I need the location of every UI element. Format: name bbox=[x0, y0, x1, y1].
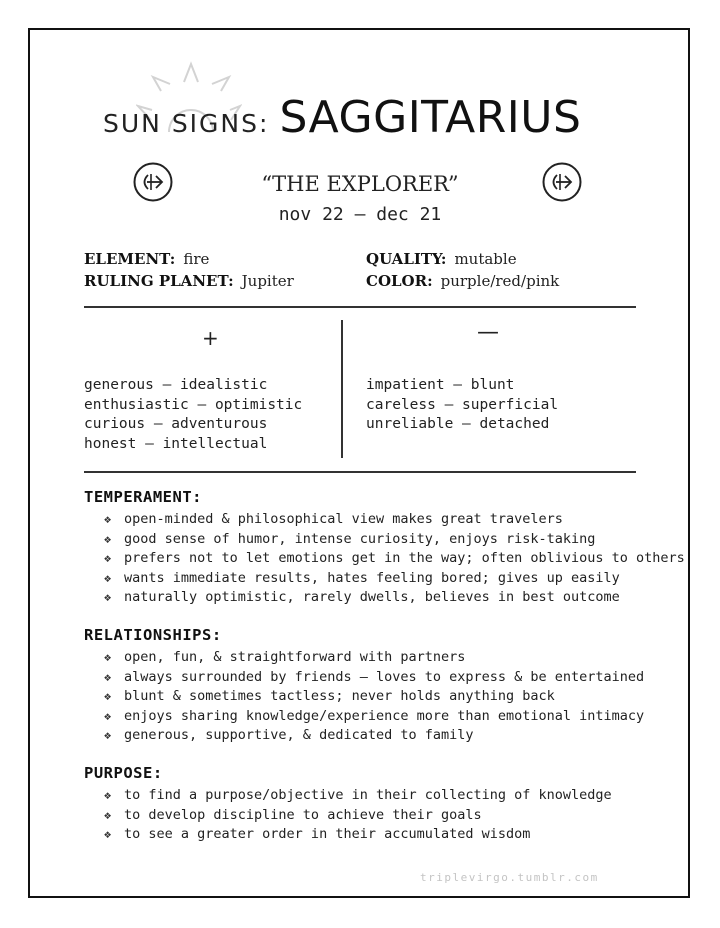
diamond-bullet-icon: ❖ bbox=[104, 807, 112, 822]
relationships-list bbox=[104, 648, 644, 746]
list-item: ❖ naturally optimistic, rarely dwells, believes in best outcome bbox=[104, 588, 685, 608]
divider bbox=[84, 306, 636, 308]
diamond-bullet-icon: ❖ bbox=[104, 650, 112, 664]
diamond-bullet-icon: ❖ bbox=[104, 531, 112, 546]
section-title-purpose: PURPOSE: bbox=[84, 764, 163, 782]
diamond-bullet-icon: ❖ bbox=[104, 728, 112, 742]
traits-column-divider bbox=[341, 320, 343, 458]
list-item: ❖ prefers not to let emotions get in the way; often oblivious to others bbox=[104, 549, 685, 569]
list-item: ❖ good sense of humor, intense curiosity, enjoys risk-taking bbox=[104, 530, 685, 550]
trait-item: enthusiastic – optimistic bbox=[84, 396, 303, 413]
negative-traits-symbol: — bbox=[477, 320, 499, 345]
trait-item: curious – adventurous bbox=[84, 416, 268, 432]
diamond-bullet-icon: ❖ bbox=[104, 708, 112, 723]
title-prefix: SUN SIGNS: bbox=[103, 109, 270, 138]
attribute-label: RULING PLANET: bbox=[84, 272, 234, 290]
diamond-bullet-icon: ❖ bbox=[104, 512, 112, 526]
diamond-bullet-icon: ❖ bbox=[104, 788, 112, 802]
diamond-bullet-icon: ❖ bbox=[104, 827, 112, 841]
negative-traits-list bbox=[366, 376, 558, 435]
attribute-quality bbox=[366, 250, 517, 268]
purpose-list bbox=[104, 786, 612, 845]
divider bbox=[84, 471, 636, 473]
watermark: triplevirgo.tumblr.com bbox=[420, 871, 599, 884]
list-item: ❖ blunt & sometimes tactless; never holds anything back bbox=[104, 687, 644, 707]
section-title-relationships: RELATIONSHIPS: bbox=[84, 626, 222, 644]
trait-item: impatient – blunt bbox=[366, 377, 515, 393]
sign-nickname: “THE EXPLORER” bbox=[261, 172, 459, 196]
attribute-element bbox=[84, 250, 209, 268]
list-item: ❖ to develop discipline to achieve their goals bbox=[104, 806, 612, 826]
section-title-temperament: TEMPERAMENT: bbox=[84, 488, 202, 506]
trait-item: unreliable – detached bbox=[366, 416, 550, 432]
diamond-bullet-icon: ❖ bbox=[104, 689, 112, 703]
list-item: ❖ open-minded & philosophical view makes great travelers bbox=[104, 510, 685, 530]
trait-item: careless – superficial bbox=[366, 396, 559, 413]
list-item: ❖ enjoys sharing knowledge/experience more than emotional intimacy bbox=[104, 707, 644, 727]
list-item: ❖ to see a greater order in their accumulated wisdom bbox=[104, 825, 612, 845]
attribute-value: mutable bbox=[454, 250, 517, 268]
attribute-ruling-planet bbox=[84, 272, 294, 290]
diamond-bullet-icon: ❖ bbox=[104, 551, 112, 565]
trait-item: generous – idealistic bbox=[84, 377, 268, 393]
temperament-list bbox=[104, 510, 685, 608]
attribute-value: purple/red/pink bbox=[440, 272, 560, 290]
page-title bbox=[103, 92, 581, 143]
trait-item: honest – intellectual bbox=[84, 435, 268, 452]
attribute-label: COLOR: bbox=[366, 272, 433, 290]
attribute-color bbox=[366, 272, 559, 290]
list-item: ❖ always surrounded by friends – loves to express & be entertained bbox=[104, 668, 644, 688]
list-item: ❖ wants immediate results, hates feeling bored; gives up easily bbox=[104, 569, 685, 589]
list-item: ❖ open, fun, & straightforward with partners bbox=[104, 648, 644, 668]
diamond-bullet-icon: ❖ bbox=[104, 669, 112, 684]
list-item: ❖ generous, supportive, & dedicated to family bbox=[104, 726, 644, 746]
positive-traits-symbol: + bbox=[202, 326, 219, 350]
title-sign-name: SAGGITARIUS bbox=[279, 92, 582, 143]
attribute-label: QUALITY: bbox=[366, 250, 447, 268]
attribute-value: Jupiter bbox=[241, 272, 294, 290]
sign-dates: nov 22 – dec 21 bbox=[278, 204, 442, 225]
attribute-label: ELEMENT: bbox=[84, 250, 176, 268]
positive-traits-list bbox=[84, 376, 302, 454]
diamond-bullet-icon: ❖ bbox=[104, 570, 112, 585]
list-item: ❖ to find a purpose/objective in their collecting of knowledge bbox=[104, 786, 612, 806]
diamond-bullet-icon: ❖ bbox=[104, 590, 112, 604]
attribute-value: fire bbox=[183, 250, 210, 268]
